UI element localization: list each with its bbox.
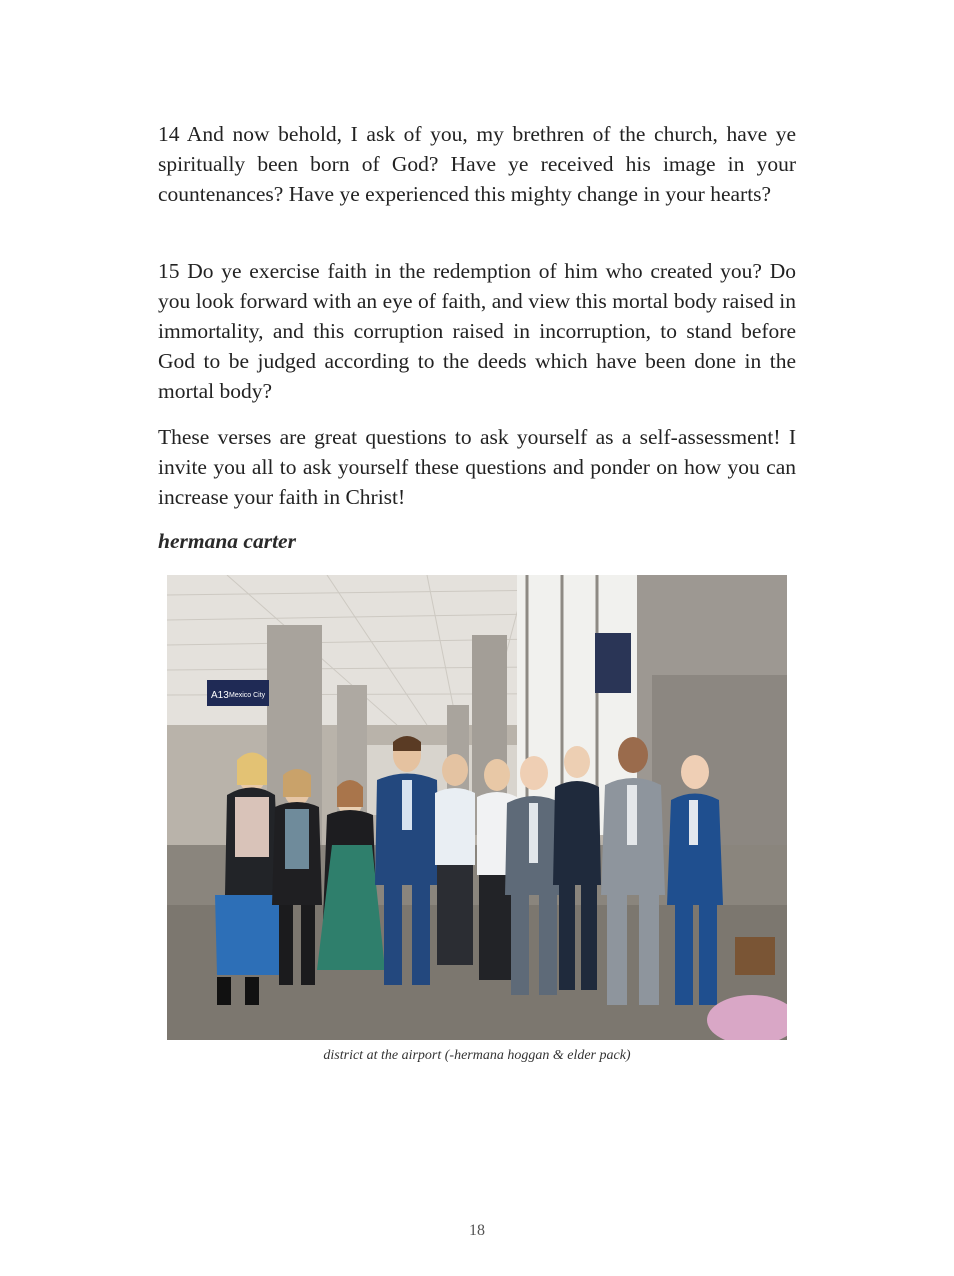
gate-sign-destination: Mexico City (229, 692, 266, 699)
verse-15-text: 15 Do ye exercise faith in the redemption of him who created you? Do you look forward with an eye of faith, and view this mortal body raised in immortality, and this corruption raised in incorruption, to stand before God to be judged according to the deeds which have been done in the mortal body? (158, 259, 796, 403)
reflection-paragraph (158, 422, 796, 512)
gate-sign-number: A13 (211, 690, 229, 701)
verse-14-paragraph (158, 119, 796, 209)
page-number: 18 (469, 1222, 485, 1239)
verse-14-text: 14 And now behold, I ask of you, my brethren of the church, have ye spiritually been born of God? Have ye received his image in your countenances? Have ye experienced this mighty change in your hearts? (158, 122, 796, 206)
verse-15-paragraph (158, 256, 796, 406)
author-signature: hermana carter (158, 529, 296, 553)
reflection-text: These verses are great questions to ask yourself as a self-assessment! I invite you all to ask yourself these questions and ponder on how you can increase your faith in Christ! (158, 425, 796, 509)
photo-caption: district at the airport (-hermana hoggan & elder pack) (323, 1048, 631, 1063)
group-photo (167, 575, 787, 1040)
